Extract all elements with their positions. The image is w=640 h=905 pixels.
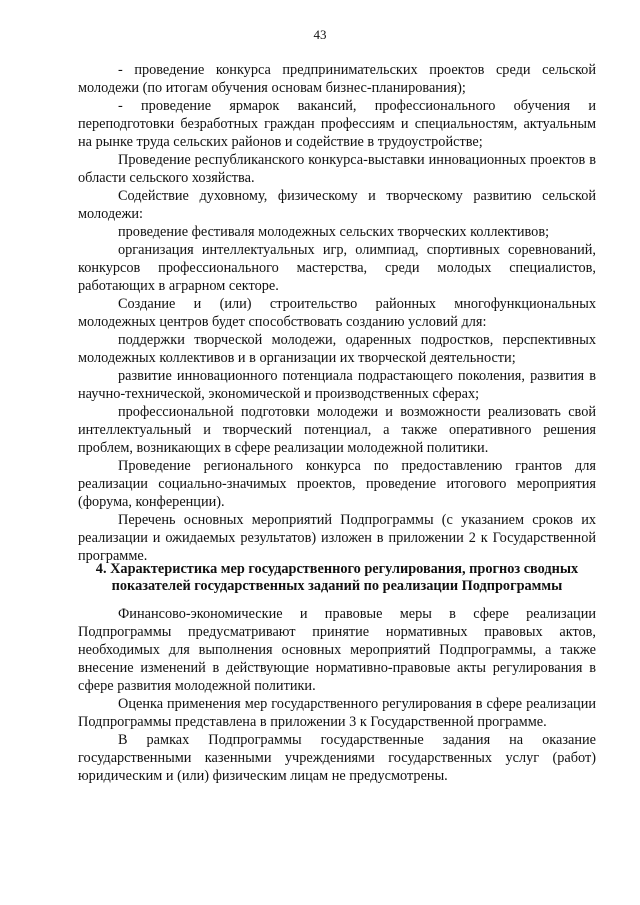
paragraph: Содействие духовному, физическому и творческому развитию сельской молодежи: — [78, 188, 596, 222]
paragraph: Перечень основных мероприятий Подпрограммы (с указанием сроков их реализации и ожидаемых результатов) изложен в приложении 2 к Государственной программе. — [78, 512, 596, 564]
paragraph: проведение фестиваля молодежных сельских творческих коллективов; — [118, 224, 550, 240]
paragraph: поддержки творческой молодежи, одаренных подростков, перспективных молодежных коллективов и в организации их творческой деятельности; — [78, 332, 596, 366]
paragraph: Проведение регионального конкурса по предоставлению грантов для реализации социально-значимых проектов, проведение итогового мероприятия (форума, конференции). — [78, 458, 596, 510]
paragraph: профессиональной подготовки молодежи и возможности реализовать свой интеллектуальный и творческий потенциал, а также оперативного решения проблем, возникающих в сфере реализации молодежной политики. — [78, 404, 596, 456]
paragraph: Проведение республиканского конкурса-выставки инновационных проектов в области сельского хозяйства. — [78, 152, 596, 186]
page-number: 43 — [313, 27, 327, 42]
section-heading — [78, 561, 596, 595]
paragraph: - проведение ярмарок вакансий, профессионального обучения и переподготовки безработных граждан профессиям и специальностям, актуальным на рынке труда сельских районов и содействие в трудоустройстве; — [78, 98, 596, 150]
paragraph: Создание и (или) строительство районных многофункциональных молодежных центров будет способствовать созданию условий для: — [78, 296, 596, 330]
paragraph: организация интеллектуальных игр, олимпиад, спортивных соревнований, конкурсов профессионального мастерства, среди молодых специалистов, работающих в аграрном секторе. — [78, 242, 596, 294]
section-heading-line: показателей государственных заданий по реализации Подпрограммы — [111, 578, 563, 594]
body-text-bottom — [78, 605, 596, 785]
paragraph: Финансово-экономические и правовые меры в сфере реализации Подпрограммы предусматривают принятие нормативных правовых актов, необходимых для выполнения основных мероприятий Подпрограммы, а также внесение изменений в действующие нормативно-правовые акты регулирования в сфере развития молодежной политики. — [78, 606, 596, 694]
section-heading-line: 4. Характеристика мер государственного регулирования, прогноз сводных — [95, 561, 579, 577]
paragraph: Оценка применения мер государственного регулирования в сфере реализации Подпрограммы представлена в приложении 3 к Государственной программе. — [78, 696, 596, 730]
paragraph: развитие инновационного потенциала подрастающего поколения, развития в научно-технической, экономической и производственных сферах; — [78, 368, 596, 402]
paragraph: В рамках Подпрограммы государственные задания на оказание государственными казенными учреждениями государственных услуг (работ) юридическим и (или) физическим лицам не предусмотрены. — [78, 732, 596, 784]
paragraph: - проведение конкурса предпринимательских проектов среди сельской молодежи (по итогам обучения основам бизнес-планирования); — [78, 62, 596, 96]
body-text-top — [78, 61, 596, 565]
